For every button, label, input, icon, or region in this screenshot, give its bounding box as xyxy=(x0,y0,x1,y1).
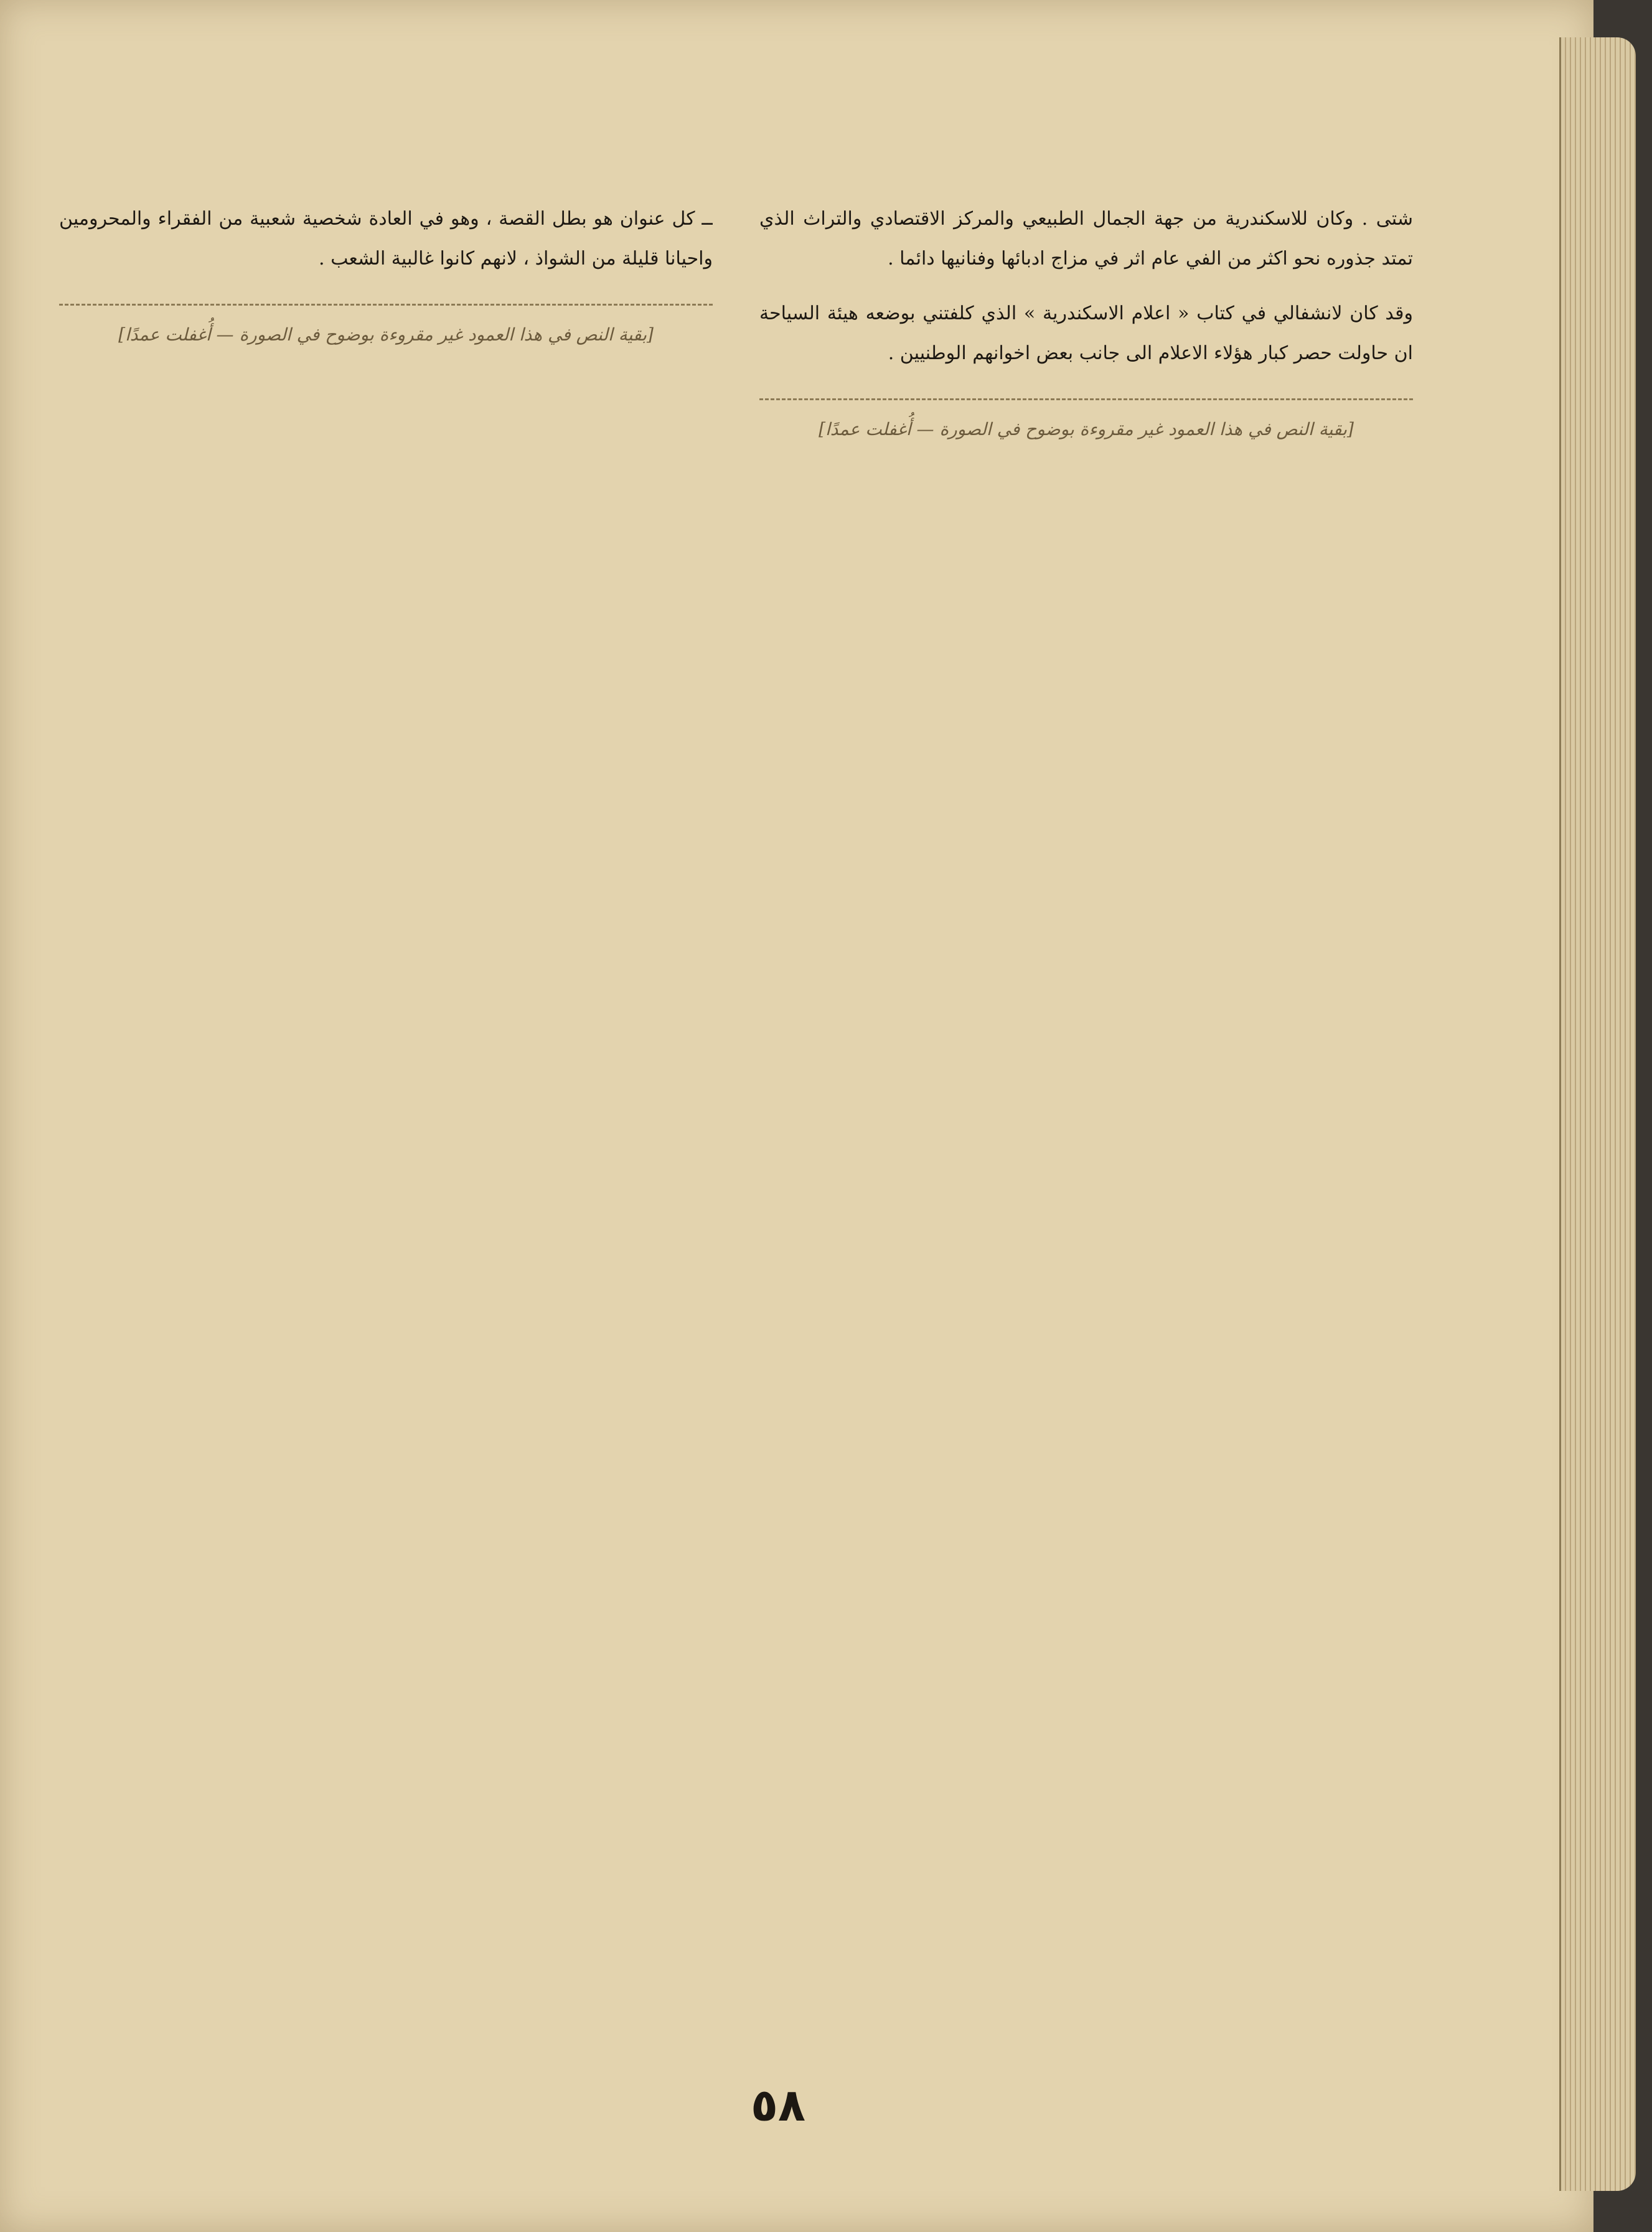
page-edge-stack xyxy=(1559,37,1636,2191)
right-text-column xyxy=(759,199,1413,2017)
left-text-column xyxy=(59,199,713,2017)
paragraph: وقد كان لانشفالي في كتاب « اعلام الاسكندرية » الذي كلفتني بوضعه هيئة السياحة ان حاولت حصر كبار هؤلاء الاعلام الى جانب بعض اخوانهم الوطنيين . xyxy=(759,302,1413,364)
omitted-text-note: [بقية النص في هذا العمود غير مقروءة بوضوح في الصورة — أُغفلت عمدًا] xyxy=(59,304,713,364)
omitted-text-note: [بقية النص في هذا العمود غير مقروءة بوضوح في الصورة — أُغفلت عمدًا] xyxy=(759,398,1413,459)
page-number: ٥٨ xyxy=(751,2079,805,2131)
paragraph: شتى . وكان للاسكندرية من جهة الجمال الطبيعي والمركز الاقتصادي والتراث الذي تمتد جذوره نحو اكثر من الفي عام اثر في مزاج ادبائها وفنانيها دائما . xyxy=(759,208,1413,270)
paragraph: ــ كل عنوان هو بطل القصة ، وهو في العادة شخصية شعبية من الفقراء والمحرومين واحيانا قليلة من الشواذ ، لانهم كانوا غالبية الشعب . xyxy=(59,208,713,270)
